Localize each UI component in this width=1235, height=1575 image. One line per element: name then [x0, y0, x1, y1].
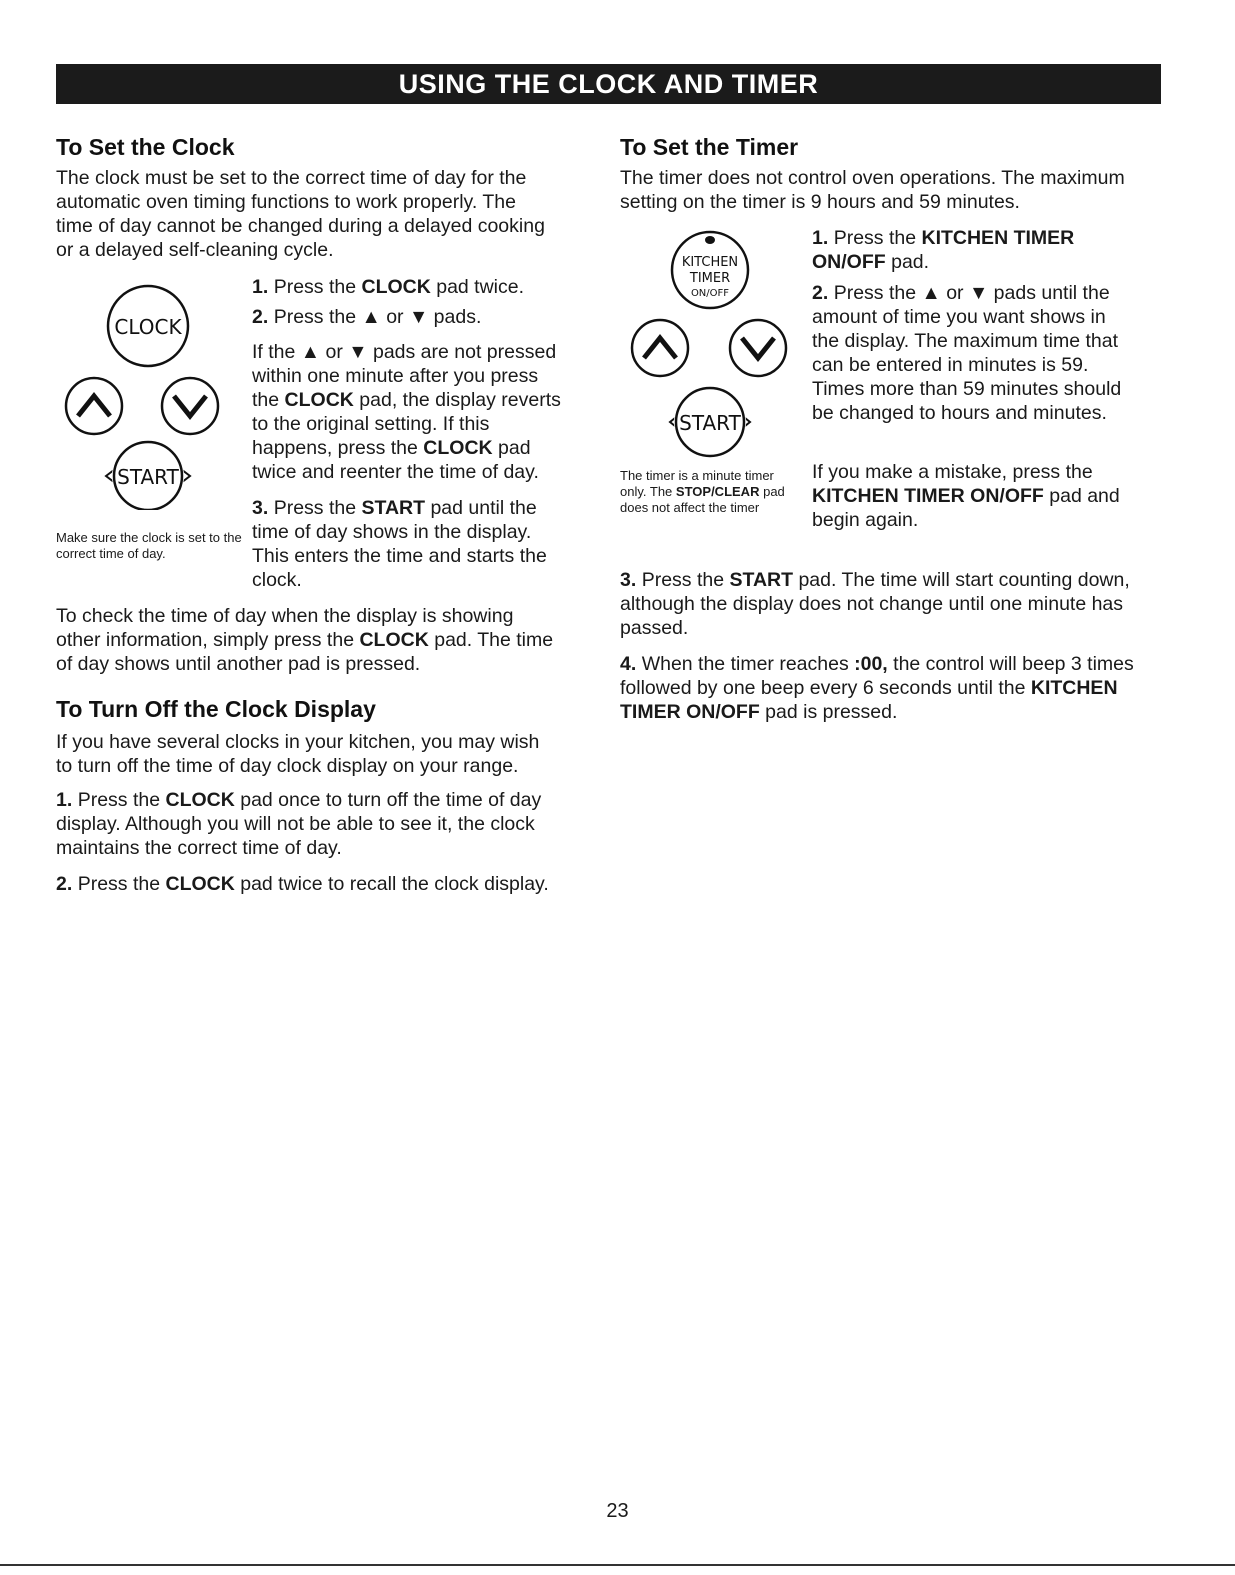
start-pad-label: START: [117, 465, 179, 489]
page-number: 23: [606, 1500, 629, 1522]
start-pad-label: START: [679, 411, 741, 435]
up-arrow-pad-icon: [66, 378, 122, 434]
clock-step-3: 3. Press the START pad until the time of day shows in the display. This enters the time and starts the clock.: [252, 497, 547, 591]
kitchen-timer-pad-icon: [672, 232, 748, 308]
timer-mistake-note: If you make a mistake, press the KITCHEN TIMER ON/OFF pad and begin again.: [812, 461, 1120, 531]
down-arrow-pad-icon: [162, 378, 218, 434]
timer-caption: The timer is a minute timer only. The STOP/CLEAR pad does not affect the timer: [620, 468, 785, 515]
clock-step-2: 2. Press the ▲ or ▼ pads.: [252, 306, 482, 328]
timer-intro: The timer does not control oven operations. The maximum setting on the timer is 9 hours and 59 minutes.: [620, 167, 1125, 213]
turnoff-step-1: 1. Press the CLOCK pad once to turn off the time of day display. Although you will not be able to see it, the clock maintains the correct time of day.: [56, 789, 542, 859]
clock-pad-label: CLOCK: [114, 315, 182, 339]
clock-heading: To Set the Clock: [56, 134, 235, 160]
timer-step-4: 4. When the timer reaches :00, the control will beep 3 times followed by one beep every 6 seconds until the KITCHEN TIMER ON/OFF pad is pressed.: [620, 653, 1134, 723]
clock-pad-icon: [108, 286, 188, 366]
clock-pad-diagram: [56, 280, 236, 510]
page-banner: USING THE CLOCK AND TIMER: [56, 64, 1161, 104]
timer-step-1: 1. Press the KITCHEN TIMER ON/OFF pad.: [812, 227, 1075, 273]
footer-rule: [0, 1564, 1235, 1566]
clock-check-text: To check the time of day when the display is showing other information, simply press the CLOCK pad. The time of day shows until another pad is pressed.: [56, 605, 554, 675]
timer-step-3: 3. Press the START pad. The time will start counting down, although the display does not change until one minute has passed.: [620, 569, 1130, 639]
start-pad-icon: [106, 440, 190, 510]
clock-caption: Make sure the clock is set to the correct time of day.: [56, 530, 242, 561]
kitchen-timer-label-2: TIMER: [689, 271, 731, 286]
kitchen-timer-label-3: ON/OFF: [690, 288, 730, 299]
clock-note: If the ▲ or ▼ pads are not pressed within one minute after you press the CLOCK pad, the display reverts to the original setting. If this happens, press the CLOCK pad twice and reenter the time of day.: [252, 341, 561, 483]
start-pad-icon: [670, 386, 750, 458]
turnoff-intro: If you have several clocks in your kitchen, you may wish to turn off the time of day clock display on your range.: [56, 731, 540, 777]
down-arrow-pad-icon: [730, 320, 786, 376]
timer-step-2: 2. Press the ▲ or ▼ pads until the amount of time you want shows in the display. The maximum time that can be entered in minutes is 59. Times more than 59 minutes should be changed to hours and minutes.: [812, 282, 1122, 424]
timer-heading: To Set the Timer: [620, 134, 799, 160]
turnoff-heading: To Turn Off the Clock Display: [56, 696, 376, 722]
up-arrow-pad-icon: [632, 320, 688, 376]
kitchen-timer-label-1: KITCHEN: [681, 255, 739, 270]
timer-pad-diagram: [630, 222, 800, 462]
turnoff-step-2: 2. Press the CLOCK pad twice to recall the clock display.: [56, 873, 549, 895]
clock-intro: The clock must be set to the correct time of day for the automatic oven timing functions to work properly. The time of day cannot be changed during a delayed cooking or a delayed self-cleaning cycle.: [56, 167, 545, 261]
clock-step-1: 1. Press the CLOCK pad twice.: [252, 276, 525, 298]
